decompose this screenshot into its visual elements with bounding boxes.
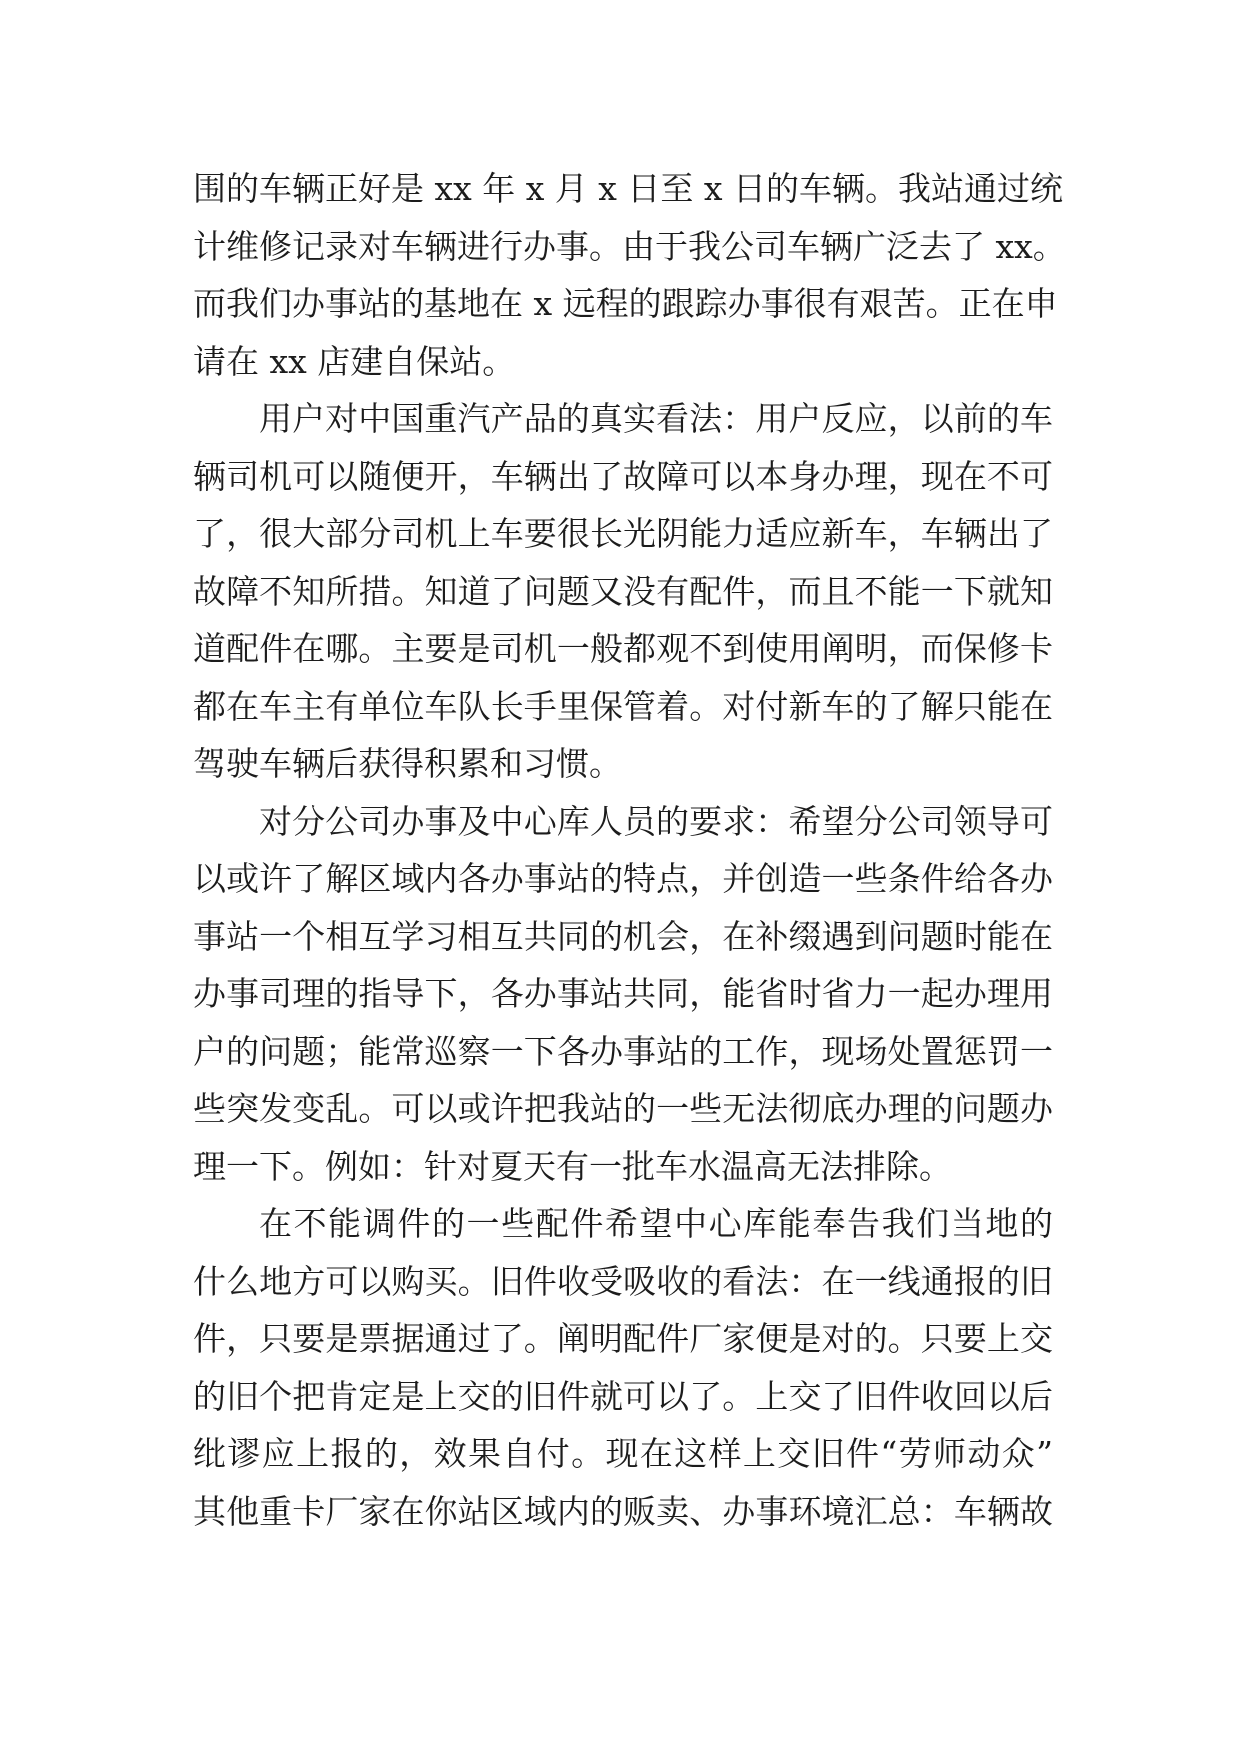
text-line: 用户对中国重汽产品的真实看法：用户反应，以前的车 xyxy=(259,399,1053,438)
text-line: 道配件在哪。主要是司机一般都观不到使用阐明，而保修卡 xyxy=(193,629,1053,668)
text-line: 围的车辆正好是 xx 年 x 月 x 日至 x 日的车辆。我站通过统 xyxy=(193,169,1063,208)
text-line: 以或许了解区域内各办事站的特点，并创造一些条件给各办 xyxy=(193,859,1053,898)
text-line: 户的问题；能常巡察一下各办事站的工作，现场处置惩罚一 xyxy=(193,1031,1053,1071)
text-line: 了，很大部分司机上车要很长光阴能力适应新车，车辆出了 xyxy=(193,514,1053,553)
text-line: 辆司机可以随便开，车辆出了故障可以本身办理，现在不可 xyxy=(193,456,1053,496)
text-line: 而我们办事站的基地在 x 远程的跟踪办事很有艰苦。正在申 xyxy=(193,284,1058,323)
paragraph-3 xyxy=(193,793,1053,1196)
text-line: 驾驶车辆后获得积累和习惯。 xyxy=(193,744,622,783)
text-line: 其他重卡厂家在你站区域内的贩卖、办事环境汇总：车辆故 xyxy=(193,1491,1053,1531)
text-line: 什么地方可以购买。旧件收受吸收的看法：在一线通报的旧 xyxy=(193,1261,1053,1301)
paragraph-2 xyxy=(193,390,1053,793)
text-line: 请在 xx 店建自保站。 xyxy=(193,341,516,381)
document-body xyxy=(193,160,1066,1540)
text-line: 的旧个把肯定是上交的旧件就可以了。上交了旧件收回以后 xyxy=(193,1376,1053,1416)
text-line: 故障不知所措。知道了问题又没有配件，而且不能一下就知 xyxy=(193,571,1053,611)
text-line: 计维修记录对车辆进行办事。由于我公司车辆广泛去了 xx。 xyxy=(193,226,1066,266)
text-line: 纰谬应上报的，效果自付。现在这样上交旧件“劳师动众” xyxy=(193,1434,1053,1473)
text-line: 办事司理的指导下，各办事站共同，能省时省力一起办理用 xyxy=(193,974,1053,1013)
text-line: 理一下。例如：针对夏天有一批车水温高无法排除。 xyxy=(193,1146,952,1186)
text-line: 在不能调件的一些配件希望中心库能奉告我们当地的 xyxy=(259,1204,1053,1243)
text-line: 都在车主有单位车队长手里保管着。对付新车的了解只能在 xyxy=(193,686,1053,726)
text-line: 件，只要是票据通过了。阐明配件厂家便是对的。只要上交 xyxy=(193,1319,1053,1358)
paragraph-4 xyxy=(193,1195,1053,1540)
text-line: 些突发变乱。可以或许把我站的一些无法彻底办理的问题办 xyxy=(193,1089,1053,1128)
text-line: 对分公司办事及中心库人员的要求：希望分公司领导可 xyxy=(259,801,1053,841)
paragraph-1 xyxy=(193,160,1066,390)
text-line: 事站一个相互学习相互共同的机会，在补缀遇到问题时能在 xyxy=(193,916,1053,956)
